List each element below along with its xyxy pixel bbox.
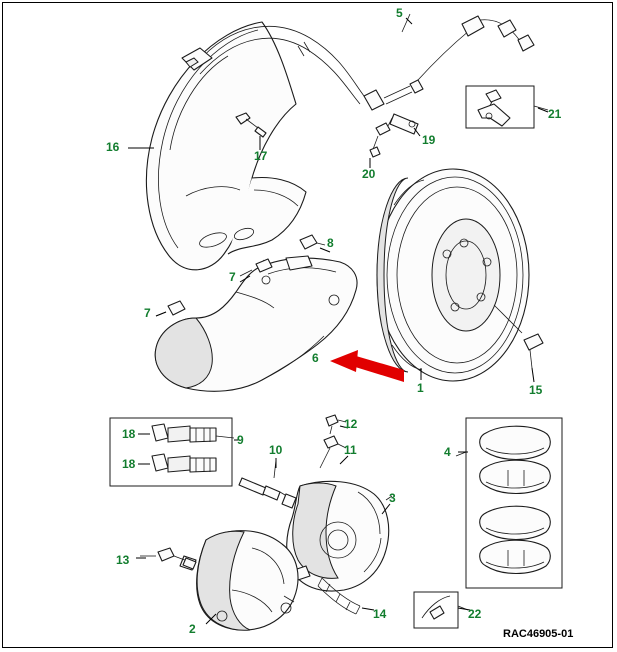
part-2-caliper-carrier	[180, 531, 298, 631]
callout-10: 10	[269, 443, 283, 457]
callout-11: 11	[344, 443, 357, 457]
callout-7-upper: 7	[229, 270, 236, 284]
callout-13: 13	[116, 553, 130, 567]
part-3-brake-caliper	[282, 481, 392, 591]
callout-12: 12	[344, 417, 358, 431]
part-4-brake-pad-set	[456, 418, 562, 588]
callout-5: 5	[396, 6, 403, 20]
callout-16: 16	[106, 140, 120, 154]
part-10-guide-pin	[239, 460, 290, 500]
part-16-splash-shield	[146, 22, 306, 270]
part-21-sensor-bracket	[466, 86, 548, 128]
part-6-caliper-anchor-bracket	[155, 256, 357, 391]
callout-14: 14	[373, 607, 387, 621]
part-19-cable-bracket	[388, 114, 418, 134]
part-12-bleed-screw-cap	[326, 415, 346, 434]
callout-8: 8	[327, 236, 334, 250]
part-11-bleed-screw	[320, 436, 346, 468]
drawing-code: RAC46905-01	[503, 628, 574, 640]
callout-2: 2	[189, 622, 196, 636]
callout-22: 22	[468, 607, 482, 621]
callout-17: 17	[254, 149, 268, 163]
callout-19: 19	[422, 133, 436, 147]
callout-6: 6	[312, 351, 319, 365]
part-1-brake-disc	[377, 169, 529, 381]
callout-9: 9	[237, 433, 244, 447]
callout-4: 4	[444, 445, 451, 459]
callout-15: 15	[529, 383, 543, 397]
part-8-bolt	[300, 235, 325, 249]
callout-18-upper: 18	[122, 427, 136, 441]
part-20-bolt	[370, 123, 390, 157]
callout-7-lower: 7	[144, 306, 151, 320]
callout-20: 20	[362, 167, 376, 181]
callout-21: 21	[548, 107, 562, 121]
part-13-carrier-bolt	[140, 548, 196, 569]
callout-18-lower: 18	[122, 457, 136, 471]
callout-1: 1	[417, 381, 424, 395]
callout-3: 3	[389, 491, 396, 505]
part-22-pad-wear-sensor	[414, 592, 468, 628]
